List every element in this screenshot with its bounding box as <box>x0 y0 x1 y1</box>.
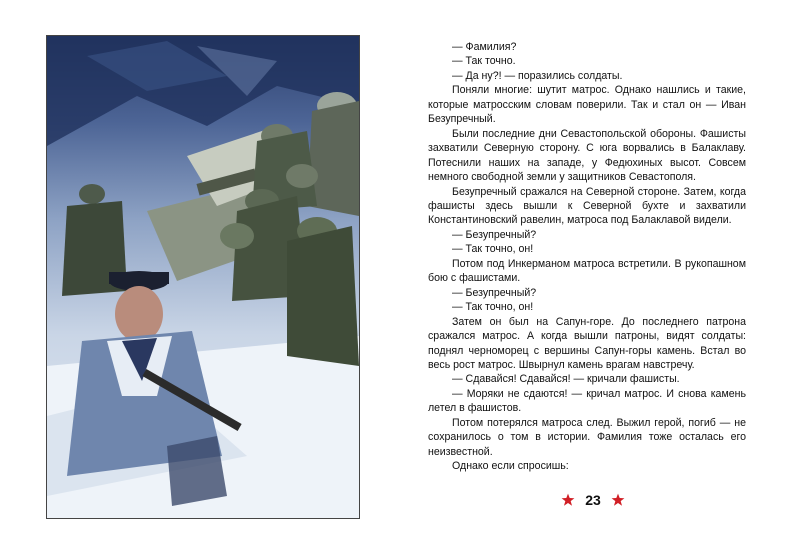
dialogue-line: — Моряки не сдаются! — кричал матрос. И снова камень летел в фашистов. <box>428 387 746 415</box>
dialogue-line: — Так точно. <box>452 55 516 68</box>
paragraph: Затем он был на Сапун-горе. До последнего патрона сражался матрос. А когда вышли патроны, видят солдаты: поднял черноморец с вершины Сапун-горы камень. Встал во весь рост матрос. Швырнул камень врагам навстречу. <box>428 315 746 371</box>
paragraph: Однако если спросишь: <box>452 460 569 473</box>
dialogue-line: — Так точно, он! <box>452 301 534 314</box>
red-star-icon <box>611 493 625 507</box>
paragraph: Были последние дни Севастопольской обороны. Фашисты захватили Северную сторону. С юга ворвались в Балаклаву. Потеснили наших на западе, у Федюхиных высот. Совсем немного свободной земли у защитников Севастополя. <box>428 127 746 184</box>
red-star-icon <box>561 493 575 507</box>
dialogue-line: — Безупречный? <box>452 228 537 241</box>
paragraph: Поняли многие: шутит матрос. Однако нашлись и такие, которые матросским словам поверили. Так и стал он — Иван Безупречный. <box>428 84 746 126</box>
paragraph: Потом под Инкерманом матроса встретили. В рукопашном бою с фашистами. <box>428 257 746 285</box>
illustration-sailor-and-soldiers <box>46 35 360 519</box>
dialogue-line: — Да ну?! — поразились солдаты. <box>452 69 623 82</box>
page-number: 23 <box>585 492 601 508</box>
dialogue-line: — Так точно, он! <box>452 243 534 256</box>
story-text <box>428 40 746 474</box>
paragraph: Потом потерялся матроса след. Выжил герой, погиб — не сохранилось о том в истории. Фамилия тоже осталась его неизвестной. <box>428 416 746 458</box>
paragraph: Безупречный сражался на Северной стороне. Затем, когда фашисты здесь вышли к Северной бухте и захватили Константиновский равелин, матроса под Балаклавой видели. <box>428 185 746 227</box>
dialogue-line: — Фамилия? <box>452 41 517 53</box>
illustration-drawing <box>47 36 359 518</box>
dialogue-line: — Сдавайся! Сдавайся! — кричали фашисты. <box>452 373 680 386</box>
page-footer <box>533 490 653 510</box>
dialogue-line: — Безупречный? <box>452 286 537 299</box>
